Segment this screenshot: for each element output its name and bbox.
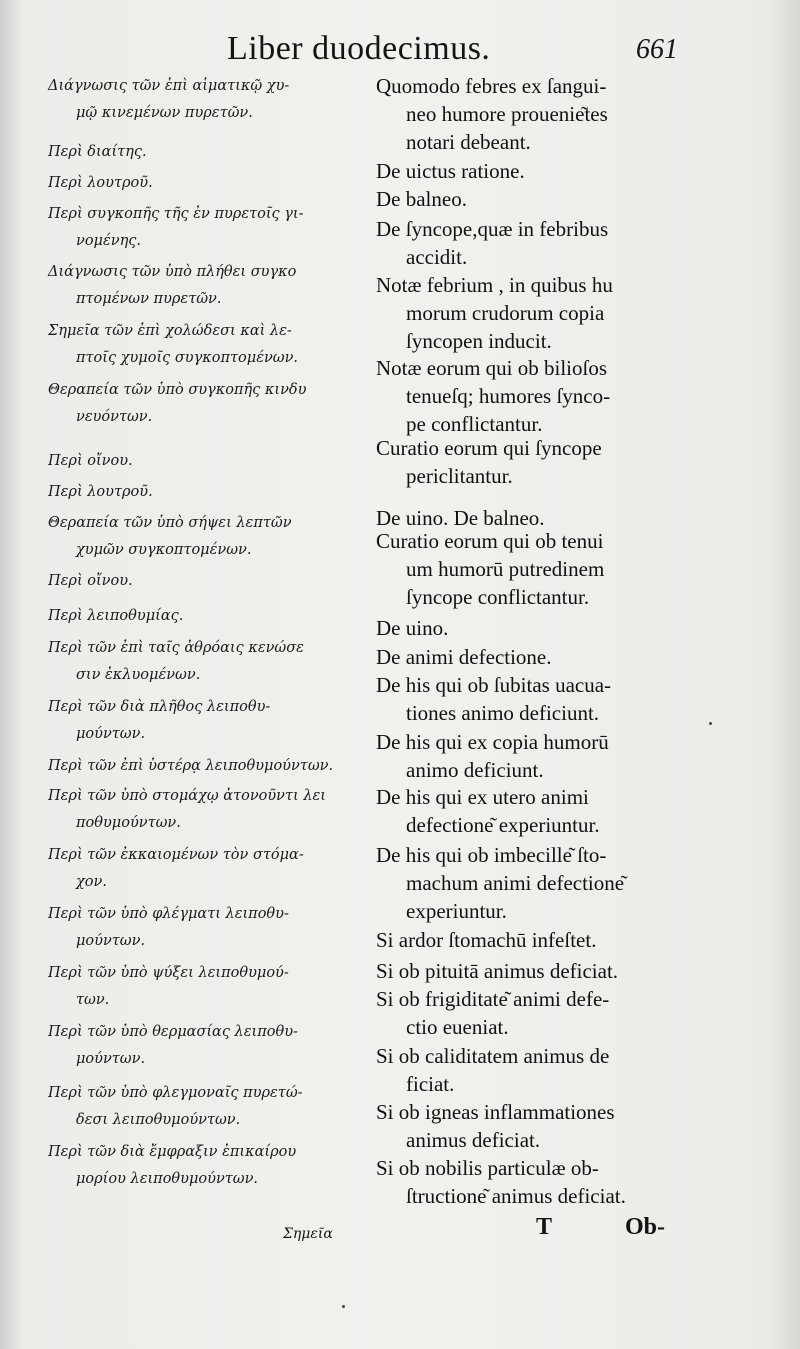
greek-entry-line: μῷ κινεμένων πυρετῶν.: [76, 105, 253, 121]
latin-entry-line: De uino. De balneo.: [376, 506, 545, 530]
latin-entry-line: periclitantur.: [406, 464, 513, 488]
greek-entry-line: Περὶ τῶν ἐπὶ ταῖς ἀθρόαις κενώσε: [48, 640, 304, 656]
latin-entry-line: Si ob pituitā animus deficiat.: [376, 959, 619, 983]
greek-entry-line: Περὶ τῶν ὑπὸ στομάχῳ ἀτονοῦντι λει: [48, 788, 326, 804]
catchword-left: Σημεῖα: [283, 1226, 333, 1242]
latin-entry-line: Si ob caliditatem animus de: [376, 1044, 610, 1068]
greek-entry-line: Θεραπεία τῶν ὑπὸ συγκοπῆς κινδυ: [48, 382, 307, 398]
page-number: 661: [636, 34, 678, 65]
greek-entry-line: δεσι λειποθυμούντων.: [76, 1112, 241, 1128]
greek-entry-line: Περὶ τῶν ὑπὸ θερμασίας λειποθυ-: [48, 1024, 298, 1040]
ink-fleck: [709, 722, 712, 725]
latin-entry-line: neo humore prouenie͂tes: [406, 102, 608, 126]
latin-entry-line: accidit.: [406, 245, 468, 269]
greek-entry-line: πτοῖς χυμοῖς συγκοπτομένων.: [76, 350, 299, 366]
latin-entry-line: ſyncopen inducit.: [406, 329, 552, 353]
latin-entry-line: Si ob igneas inflammationes: [376, 1100, 615, 1124]
greek-entry-line: Διάγνωσις τῶν ἐπὶ αἱματικῷ χυ-: [48, 78, 290, 94]
greek-entry-line: Περὶ διαίτης.: [48, 144, 147, 160]
greek-entry-line: μούντων.: [76, 933, 146, 949]
latin-entry-line: De ſyncope,quæ in febribus: [376, 217, 609, 241]
latin-entry-line: ſyncope conflictantur.: [406, 585, 590, 609]
latin-entry-line: Curatio eorum qui ſyncope: [376, 436, 602, 460]
latin-entry-line: experiuntur.: [406, 899, 507, 923]
latin-entry-line: tiones animo deficiunt.: [406, 701, 600, 725]
greek-entry-line: νομένης.: [76, 233, 141, 249]
greek-entry-line: των.: [76, 992, 110, 1008]
greek-entry-line: χον.: [76, 874, 107, 890]
latin-entry-line: pe conflictantur.: [406, 412, 543, 436]
greek-entry-line: Θεραπεία τῶν ὑπὸ σήψει λεπτῶν: [48, 515, 292, 531]
latin-entry-line: De his qui ex copia humorū: [376, 730, 609, 754]
greek-entry-line: μούντων.: [76, 1051, 146, 1067]
greek-entry-line: Περὶ λουτροῦ.: [48, 484, 153, 500]
latin-entry-line: defectione͂ experiuntur.: [406, 813, 600, 837]
latin-entry-line: De uino.: [376, 616, 449, 640]
greek-entry-line: ποθυμούντων.: [76, 815, 181, 831]
latin-entry-line: De his qui ob imbecille͂ ſto-: [376, 843, 607, 867]
latin-entry-line: De uictus ratione.: [376, 159, 525, 183]
greek-entry-line: μούντων.: [76, 726, 146, 742]
greek-entry-line: νευόντων.: [76, 409, 153, 425]
latin-entry-line: um humorū putredinem: [406, 557, 605, 581]
latin-entry-line: notari debeant.: [406, 130, 531, 154]
greek-entry-line: χυμῶν συγκοπτομένων.: [76, 542, 252, 558]
greek-entry-line: Περὶ συγκοπῆς τῆς ἐν πυρετοῖς γι-: [48, 206, 304, 222]
latin-entry-line: animo deficiunt.: [406, 758, 544, 782]
latin-entry-line: animus deficiat.: [406, 1128, 541, 1152]
latin-entry-line: ctio eueniat.: [406, 1015, 509, 1039]
greek-entry-line: Περὶ τῶν ὑπὸ φλέγματι λειποθυ-: [48, 906, 289, 922]
greek-entry-line: Περὶ τῶν διὰ πλῆθος λειποθυ-: [48, 699, 271, 715]
greek-entry-line: Περὶ λουτροῦ.: [48, 175, 153, 191]
greek-entry-line: Περὶ τῶν ἐκκαιομένων τὸν στόμα-: [48, 847, 304, 863]
latin-entry-line: Curatio eorum qui ob tenui: [376, 529, 604, 553]
latin-entry-line: Notæ febrium , in quibus hu: [376, 273, 613, 297]
greek-entry-line: Περὶ οἴνου.: [48, 573, 133, 589]
greek-entry-line: Περὶ τῶν διὰ ἔμφραξιν ἐπικαίρου: [48, 1144, 297, 1160]
ink-fleck: [342, 1305, 345, 1308]
running-title: Liber duodecimus.: [227, 30, 491, 67]
signature-mark: T: [536, 1214, 553, 1240]
latin-entry-line: De animi defectione.: [376, 645, 552, 669]
latin-entry-line: tenueſq; humores ſynco-: [406, 384, 611, 408]
catchword-right: Ob-: [625, 1214, 666, 1240]
latin-entry-line: Si ob nobilis particulæ ob-: [376, 1156, 599, 1180]
latin-entry-line: machum animi defectione͂: [406, 871, 625, 895]
greek-entry-line: σιν ἐκλυομένων.: [76, 667, 201, 683]
latin-entry-line: ſtructione͂ animus deficiat.: [406, 1184, 626, 1208]
greek-entry-line: Διάγνωσις τῶν ὑπὸ πλήθει συγκο: [48, 264, 297, 280]
latin-entry-line: De his qui ex utero animi: [376, 785, 589, 809]
latin-entry-line: De balneo.: [376, 187, 467, 211]
latin-entry-line: Si ob frigiditate͂ animi defe-: [376, 987, 610, 1011]
latin-entry-line: morum crudorum copia: [406, 301, 605, 325]
greek-entry-line: Περὶ τῶν ὑπὸ φλεγμοναῖς πυρετώ-: [48, 1085, 303, 1101]
greek-entry-line: μορίου λειποθυμούντων.: [76, 1171, 259, 1187]
latin-entry-line: Si ardor ſtomachū infeſtet.: [376, 928, 597, 952]
greek-entry-line: πτομένων πυρετῶν.: [76, 291, 222, 307]
greek-entry-line: Περὶ οἴνου.: [48, 453, 133, 469]
latin-entry-line: Quomodo febres ex ſangui-: [376, 74, 607, 98]
latin-entry-line: ficiat.: [406, 1072, 455, 1096]
greek-entry-line: Περὶ λειποθυμίας.: [48, 608, 184, 624]
latin-entry-line: De his qui ob ſubitas uacua-: [376, 673, 612, 697]
page-header: [0, 20, 800, 80]
bleed-through-text: [690, 80, 790, 1220]
greek-entry-line: Περὶ τῶν ὑπὸ ψύξει λειποθυμού-: [48, 965, 289, 981]
latin-entry-line: Notæ eorum qui ob bilioſos: [376, 356, 607, 380]
greek-entry-line: Περὶ τῶν ἐπὶ ὑστέρᾳ λειποθυμούντων.: [48, 758, 334, 774]
greek-entry-line: Σημεῖα τῶν ἐπὶ χολώδεσι καὶ λε-: [48, 323, 292, 339]
